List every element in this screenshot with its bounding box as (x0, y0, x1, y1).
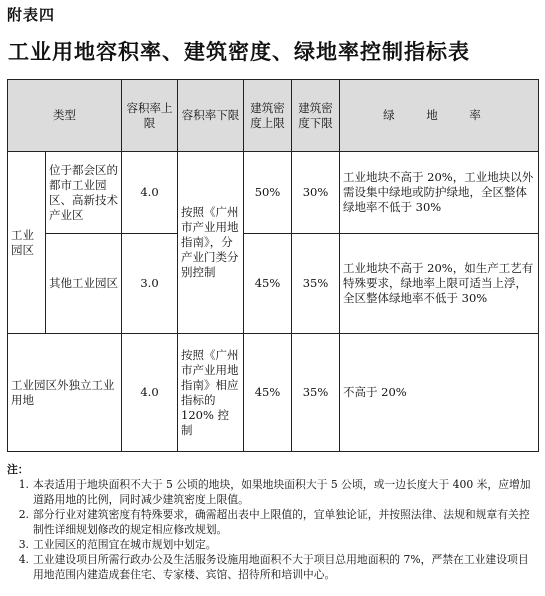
density-min-cell: 35% (292, 334, 340, 452)
far-max-cell: 4.0 (122, 334, 178, 452)
header-far-lower: 容积率下限 (178, 80, 244, 152)
table-row (8, 152, 539, 234)
note-item (7, 507, 539, 537)
density-min-cell: 35% (292, 234, 340, 334)
far-max-cell: 4.0 (122, 152, 178, 234)
note-text: 本表适用于地块面积不大于 5 公顷的地块，如果地块面积大于 5 公顷，或一边长度大于 400 米，应增加道路用地的比例，同时减少建筑密度上限值。 (33, 478, 531, 506)
note-text: 部分行业对建筑密度有特殊要求，确需超出表中上限值的，宜单独论证，并按照法律、法规和规章有关控制性详细规划修改的规定相应修改规划。 (33, 508, 530, 536)
note-item (7, 537, 539, 552)
header-type: 类型 (8, 80, 122, 152)
far-max-cell: 3.0 (122, 234, 178, 334)
header-green-rate: 绿 地 率 (340, 80, 539, 152)
note-number: 4. (18, 553, 29, 566)
note-number: 1. (18, 478, 29, 491)
note-item (7, 477, 539, 507)
header-density-max: 建筑密度上限 (244, 80, 292, 152)
subtype-cell: 其他工业园区 (46, 234, 122, 334)
density-min-cell: 30% (292, 152, 340, 234)
green-rate-cell: 工业地块不高于 20%，如生产工艺有特殊要求，绿地率上限可适当上浮，全区整体绿地率不低于 30% (340, 234, 539, 334)
table-header-row (8, 80, 539, 152)
appendix-label: 附表四 (7, 6, 56, 24)
control-index-table (7, 79, 539, 452)
note-number: 2. (18, 508, 29, 521)
standalone-type-cell: 工业园区外独立工业用地 (8, 334, 122, 452)
standalone-far-lower-cell: 按照《广州市产业用地指南》相应指标的 120% 控制 (178, 334, 244, 452)
document-title: 工业用地容积率、建筑密度、绿地率控制指标表 (8, 40, 470, 64)
header-far-max: 容积率上限 (122, 80, 178, 152)
density-max-cell: 45% (244, 334, 292, 452)
green-rate-cell: 工业地块不高于 20%，工业地块以外需设集中绿地或防护绿地，全区整体绿地率不低于 30% (340, 152, 539, 234)
group-industrial-park: 工业园区 (8, 152, 46, 334)
density-max-cell: 50% (244, 152, 292, 234)
header-density-min: 建筑密度下限 (292, 80, 340, 152)
note-number: 3. (18, 538, 29, 551)
table-row (8, 234, 539, 334)
green-rate-cell: 不高于 20% (340, 334, 539, 452)
note-text: 工业园区的范围宜在城市规划中划定。 (33, 538, 217, 551)
density-max-cell: 45% (244, 234, 292, 334)
subtype-cell: 位于都会区的都市工业园区、高新技术产业区 (46, 152, 122, 234)
table-row (8, 334, 539, 452)
note-item (7, 552, 539, 582)
notes-section (7, 462, 539, 582)
park-far-lower-cell: 按照《广州市产业用地指南》，分产业门类分别控制 (178, 152, 244, 334)
note-text: 工业建设项目所需行政办公及生活服务设施用地面积不大于项目总用地面积的 7%，严禁在工业建设项目用地范围内建造成套住宅、专家楼、宾馆、招待所和培训中心。 (33, 553, 529, 581)
notes-title: 注： (7, 463, 29, 476)
